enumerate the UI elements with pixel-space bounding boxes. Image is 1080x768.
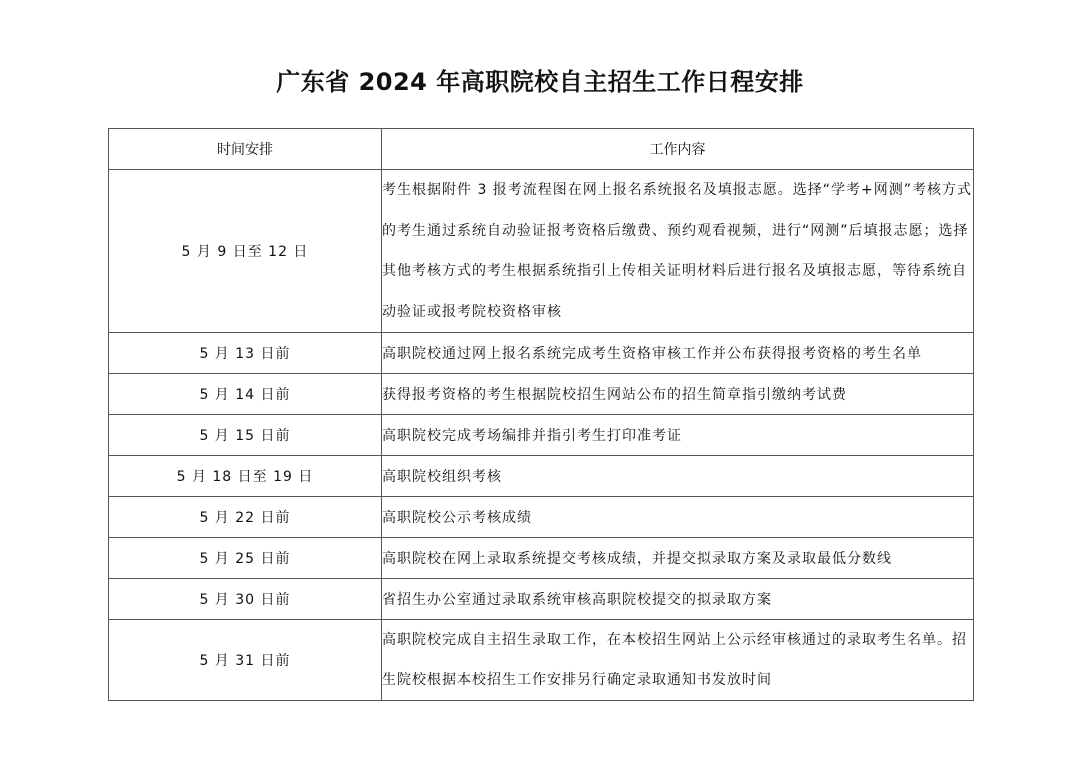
time-cell: 5 月 13 日前 <box>109 333 382 374</box>
schedule-table <box>108 128 974 701</box>
table-row <box>109 170 974 333</box>
content-cell: 高职院校完成考场编排并指引考生打印准考证 <box>382 415 974 456</box>
table-row <box>109 620 974 701</box>
content-cell: 高职院校组织考核 <box>382 456 974 497</box>
time-cell: 5 月 31 日前 <box>109 620 382 701</box>
column-header-time: 时间安排 <box>109 129 382 170</box>
table-header-row <box>109 129 974 170</box>
content-cell: 高职院校完成自主招生录取工作，在本校招生网站上公示经审核通过的录取考生名单。招生院校根据本校招生工作安排另行确定录取通知书发放时间 <box>382 620 974 701</box>
content-cell: 高职院校在网上录取系统提交考核成绩，并提交拟录取方案及录取最低分数线 <box>382 538 974 579</box>
time-cell: 5 月 14 日前 <box>109 374 382 415</box>
time-cell: 5 月 22 日前 <box>109 497 382 538</box>
time-cell: 5 月 15 日前 <box>109 415 382 456</box>
table-row <box>109 497 974 538</box>
content-cell: 获得报考资格的考生根据院校招生网站公布的招生简章指引缴纳考试费 <box>382 374 974 415</box>
table-row <box>109 538 974 579</box>
page-title: 广东省 2024 年高职院校自主招生工作日程安排 <box>276 68 804 96</box>
content-cell: 考生根据附件 3 报考流程图在网上报名系统报名及填报志愿。选择“学考+网测”考核方式的考生通过系统自动验证报考资格后缴费、预约观看视频，进行“网测”后填报志愿；选择其他考核方式的考生根据系统指引上传相关证明材料后进行报名及填报志愿，等待系统自动验证或报考院校资格审核 <box>382 170 974 333</box>
content-cell: 高职院校公示考核成绩 <box>382 497 974 538</box>
time-cell: 5 月 9 日至 12 日 <box>109 170 382 333</box>
time-cell: 5 月 25 日前 <box>109 538 382 579</box>
time-cell: 5 月 18 日至 19 日 <box>109 456 382 497</box>
content-cell: 高职院校通过网上报名系统完成考生资格审核工作并公布获得报考资格的考生名单 <box>382 333 974 374</box>
column-header-content: 工作内容 <box>382 129 974 170</box>
content-cell: 省招生办公室通过录取系统审核高职院校提交的拟录取方案 <box>382 579 974 620</box>
table-row <box>109 579 974 620</box>
table-row <box>109 333 974 374</box>
table-row <box>109 456 974 497</box>
table-row <box>109 374 974 415</box>
time-cell: 5 月 30 日前 <box>109 579 382 620</box>
table-row <box>109 415 974 456</box>
